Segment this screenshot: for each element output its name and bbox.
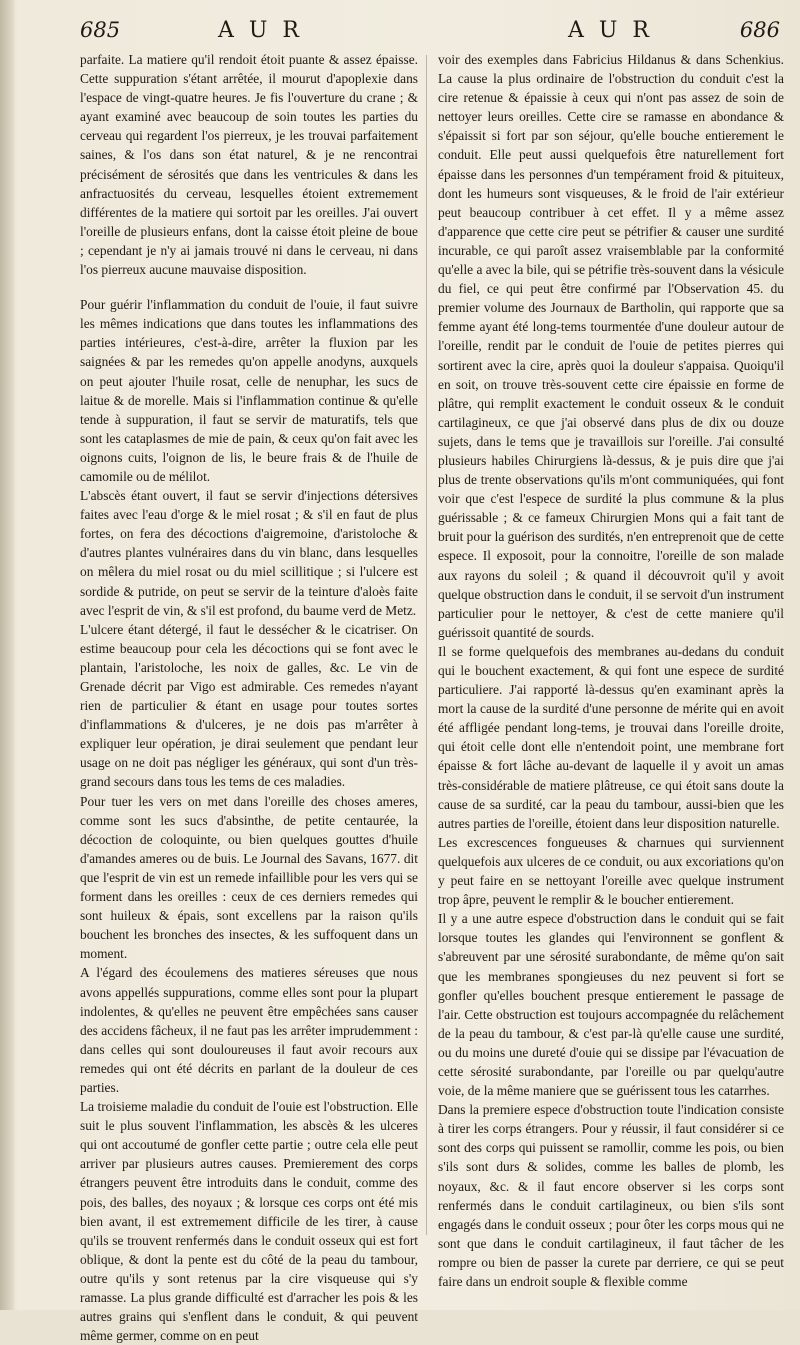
paragraph: La troisieme maladie du conduit de l'ouie est l'obstruction. Elle suit le plus souvent l'inflammation, les abscès & les ulceres qui ont accoutumé de gonfler cette partie ; outre cela elle peut arriver par plusieurs autres causes. Premierement des corps étrangers peuvent être introduits dans le conduit, comme des pois, des balles, des noyaux ; & lorsque ces corps ont été mis bien avant, il est extremement difficile de les tirer, à cause qu'ils se trouvent renfermés dans le conduit osseux qui est fort oblique, & dont la pente est du côté de la peau du tambour, outre qu'ils y sont retenus par la cire visqueuse qui s'y ramasse. La plus grande difficulté est d'arracher les pois & les autres grains qui s'enflent dans le conduit, & qui peuvent même germer, comme on en peut — [80, 1099, 419, 1344]
left-column — [80, 50, 418, 1345]
paragraph: Les excrescences fongueuses & charnues qui surviennent quelquefois aux ulceres de ce conduit, ou aux excoriations qu'on y peut faire en se nettoyant l'oreille avec quelque instrument trop âpre, peuvent le remplir & le boucher entierement. — [438, 834, 784, 908]
right-column — [438, 50, 784, 1291]
paragraph: parfaite. La matiere qu'il rendoit étoit puante & assez épaisse. Cette suppuration s'étant arrêtée, il mourut d'apoplexie dans l'espace de vingt-quatre heures. Je fis l'ouverture du crane ; & ayant examiné avec beaucoup de soin toutes les parties du cerveau qui regardent l'os pierreux, je les trouvai parfaitement saines, & l'os dans son état naturel, & je ne rencontrai précisément de sérosités que dans les ventricules & dans les anfractuosités du cerveau, lesquelles étoient extremement différentes de la matiere qui sortoit par les oreilles. J'ai ouvert l'oreille de plusieurs enfans, dont la caisse étoit pleine de boue ; cependant je n'y ai jamais trouvé ni dans le cerveau, ni dans l'os pierreux aucune mauvaise disposition. — [80, 52, 418, 278]
paragraph: voir des exemples dans Fabricius Hildanus & dans Schenkius. La cause la plus ordinaire de l'obstruction du conduit c'est la cire retenue & épaissie à ceux qui n'ont pas assez de soin de nettoyer leurs oreilles. Cette cire se ramasse en abondance & s'épaissit si fort par son séjour, qu'elle bouche entierement le conduit. Elle peut aussi quelquefois être naturellement fort épaisse dans les personnes d'un tempérament froid & pituiteux, dont les humeurs sont visqueuses, & le froid de l'air extérieur peut beaucoup contribuer à cet effet. Il y a même assez d'apparence que cette cire peut se pétrifier & causer une surdité incurable, ce qui paroît assez vraisemblable par la conformité qu'elle a avec la bile, qui se pétrifie très-souvent dans la vésicule du fiel, ce qui peut être confirmé par l'Observation 45. du premier volume des Journaux de Bartholin, qui rapporte que sa femme ayant été long-tems tourmentée d'une douleur autour de l'oreille, rendit par le conduit de l'ouie de petites pierres qui sortirent avec la cire, après quoi la douleur s'appaisa. Quoiqu'il en soit, on trouve très-souvent cette cire épaissie en forme de plâtre, qui remplit exactement le conduit osseux & le conduit cartilagineux, ce que j'ai observé dans plus de dix ou douze sujets, dans le tems que je travaillois sur l'oreille. J'ai consulté plusieurs habiles Chirurgiens là-dessus, & je puis dire que j'ai plus de trente observations qu'ils m'ont communiquées, qui font voir que c'est l'espece de surdité la plus commune & la plus guérissable ; & ce fameux Chirurgien Mons qui a fait tant de bruit pour la guérison des surdités, n'en entreprenoit que de cette espece. Il exposoit, pour la connoitre, l'oreille de son malade aux rayons du soleil ; & quand il découvroit qu'il y avoit quelque obstruction dans le conduit, il se servoit d'un instrument particulier pour le nettoyer, & c'est de cette maniere qu'il guérissoit quantité de sourds. — [438, 52, 784, 640]
paragraph: Il y a une autre espece d'obstruction dans le conduit qui se fait lorsque toutes les glandes qui l'environnent se gonflent & s'abreuvent par une sérosité surabondante, de même qu'on sait que les membranes spongieuses du nez peuvent si fort se gonfler qu'elles bouchent presque entierement le passage de l'air. Cette obstruction est toujours accompagnée du relâchement de la peau du tambour, & c'est par-là qu'elle cause une surdité, ou du moins une dureté d'ouie qui se dissipe par l'évacuation de cette sérosité surabondante, par l'oreille ou par quelqu'autre voie, de la même maniere que se guérissent tous les catarrhes. — [438, 911, 784, 1099]
paragraph: Pour tuer les vers on met dans l'oreille des choses ameres, comme sont les sucs d'absinthe, de petite centaurée, la décoction de coloquinte, ou bien quelques gouttes d'huile d'amandes ameres ou de buis. Le Journal des Savans, 1677. dit que l'esprit de vin est un remede infaillible pour les vers qui se forment dans les oreilles : ceux de ces derniers remedes qui sont huileux & épais, sont excellens par la raison qu'ils bouchent les bronches des insectes, & les suffoquent dans un moment. — [80, 793, 418, 962]
running-header — [70, 18, 780, 52]
page-number-left: 685 — [80, 18, 121, 42]
page-number-right: 686 — [739, 18, 780, 42]
paragraph: A l'égard des écoulemens des matieres séreuses que nous avons appellés suppurations, comme elles sont pour la plupart indolentes, & qu'elles ne peuvent être empêchées sans causer des accidens fâcheux, il ne faut pas les arrêter imprudemment : dans celles qui sont douloureuses il faut avoir recours aux remedes qui ont été décrits en parlant de la douleur de ces parties. — [80, 965, 418, 1095]
paragraph: L'ulcere étant détergé, il faut le dessécher & le cicatriser. On estime beaucoup pour cela les décoctions qui se font avec le plantain, l'aristoloche, les noix de galles, &c. Le vin de Grenade décrit par Vigo est admirable. Ces remedes n'ayant rien de particulier & étant en usage pour toutes sortes d'inflammations & d'ulceres, je ne dois pas m'arrêter à expliquer leur opération, je dirai seulement que pendant leur usage on ne doit pas négliger les généraux, qui sont d'un très-grand secours dans tous les tems de ces maladies. — [80, 621, 418, 790]
paragraph: Pour guérir l'inflammation du conduit de l'ouie, il faut suivre les mêmes indications que dans toutes les inflammations des parties intérieures, c'est-à-dire, arrêter la fluxion par les saignées & par les remedes qu'on appelle anodyns, auxquels on peut ajouter l'huile rosat, celle de nenuphar, les sucs de laitue & de morelle. Mais si l'inflammation continue & qu'elle tende à suppuration, il faut se servir de maturatifs, tels que sont les cataplasmes de mie de pain, & ceux qu'on fait avec les oignons cuits, l'oignon de lis, le beure frais & de l'huile de camomile ou de mélilot. — [80, 297, 418, 484]
paragraph: L'abscès étant ouvert, il faut se servir d'injections détersives faites avec l'eau d'orge & le miel rosat ; & s'il en faut de plus fortes, on fera des décoctions d'aigremoine, d'aristoloche & d'autres plantes vulnéraires dans du vin blanc, dans lesquelles on mêlera du miel rosat ou du miel scillitique ; si l'ulcere est sordide & putride, on peut se servir de la teinture d'aloès faite avec l'esprit de vin, & s'il est profond, du baume verd de Metz. — [80, 488, 418, 618]
paragraph: Dans la premiere espece d'obstruction toute l'indication consiste à tirer les corps étrangers. Pour y réussir, il faut considérer si ce sont des corps qui puissent se ramollir, comme les pois, ou bien s'ils sont durs & solides, comme les balles de plomb, les noyaux, &c. & il faut encore observer si les corps sont renfermés dans le conduit cartilagineux, ou bien s'ils sont engagés dans le conduit osseux ; pour ôter les corps mous qui ne sont que dans le conduit cartilagineux, il faut tâcher de les rompre ou bien de passer la curete par derriere, ce qui se peut faire dans un endroit souple & flexible comme — [438, 1102, 784, 1289]
column-divider — [426, 55, 427, 1235]
header-word-right: A U R — [568, 18, 653, 43]
paragraph: Il se forme quelquefois des membranes au-dedans du conduit qui le bouchent exactement, & qui font une espece de surdité particuliere. J'ai rapporté là-dessus qu'en examinant après la mort la cause de la surdité d'une personne de mérite qui en avoit été affligée pendant long-tems, je trouvai dans l'oreille droite, qui étoit celle dont elle n'entendoit point, une membrane fort épaisse & fort lâche au-devant de laquelle il y avoit un amas très-considérable de matiere plâtreuse, ce qui étoit sans doute la cause de sa surdité, car la peau du tambour, aussi-bien que les autres parties de l'oreille, étoient dans leur disposition naturelle. — [438, 643, 784, 831]
page-binding-edge — [0, 0, 14, 1310]
header-word-left: A U R — [218, 18, 303, 43]
